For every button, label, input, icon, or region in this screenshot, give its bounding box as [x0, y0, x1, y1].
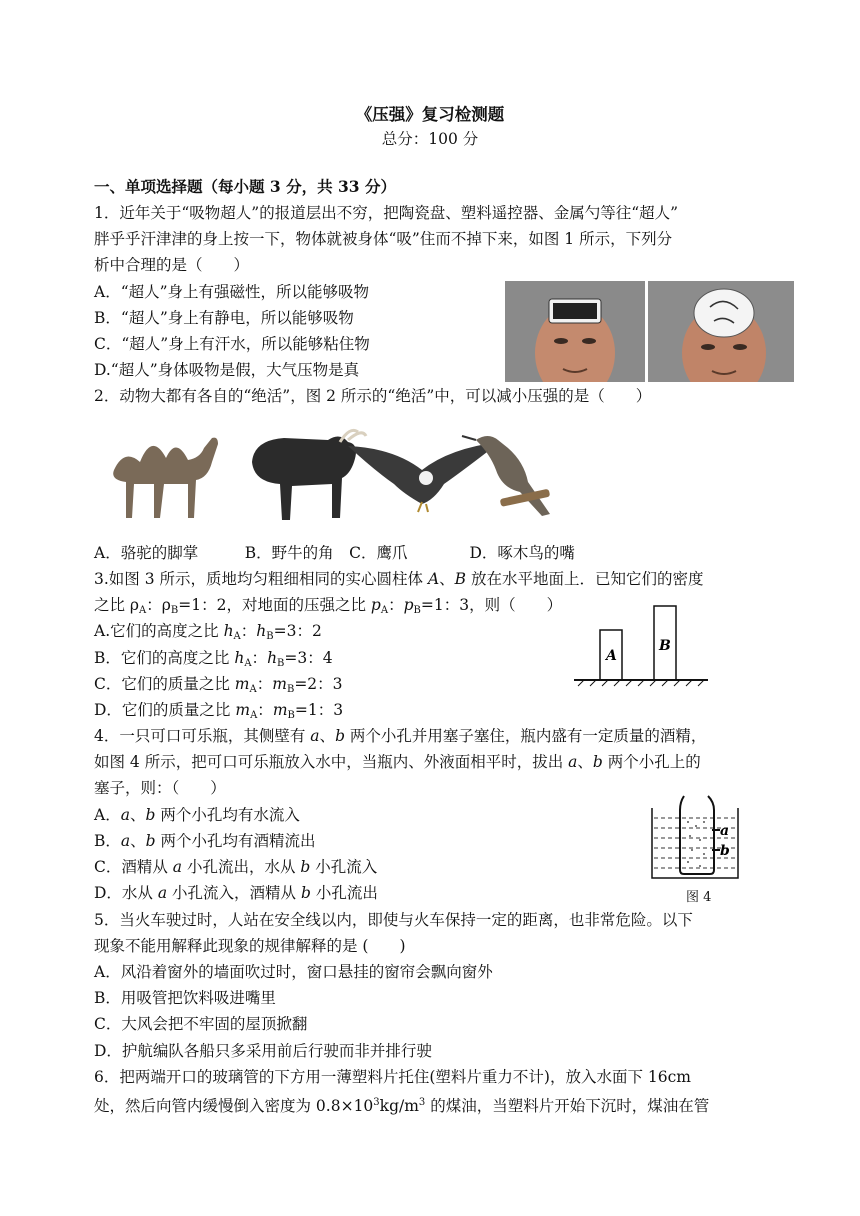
camel-image: [113, 438, 218, 518]
q5-option-c: C．大风会把不牢固的屋顶掀翻: [94, 1015, 308, 1033]
q5-option-d: D．护航编队各船只多采用前后行驶而非并排行驶: [94, 1042, 432, 1060]
bull-image: [252, 430, 366, 520]
q5-line2: 现象不能用解释此现象的规律解释的是 ( ): [94, 937, 406, 955]
q4-line2: 如图 4 所示，把可口可乐瓶放入水中，当瓶内、外液面相平时，拔出 a、b 两个小孔上的: [94, 753, 701, 771]
q1-line1: 1．近年关于“吸物超人”的报道层出不穷，把陶瓷盘、塑料遥控器、金属勺等往“超人”: [94, 204, 679, 222]
q2-line1: 2．动物大都有各自的“绝活”，图 2 所示的“绝活”中，可以减小压强的是（ ）: [94, 387, 652, 405]
q4-option-c: C．酒精从 a 小孔流出，水从 b 小孔流入: [94, 858, 378, 876]
q3-option-a: A.它们的高度之比 $h_A$：$h_B=3$：2: [94, 622, 322, 642]
q4-line3: 塞子，则：（ ）: [94, 779, 226, 797]
label-a: A: [606, 648, 617, 664]
label-b: B: [659, 638, 671, 654]
page-title: 《压强》复习检测题: [355, 105, 505, 124]
q4-line1: 4．一只可口可乐瓶，其侧壁有 a、b 两个小孔并用塞子塞住，瓶内盛有一定质量的酒精，: [94, 727, 707, 745]
q1-option-c: C．“超人”身上有汗水，所以能够粘住物: [94, 335, 370, 353]
hole-a-label: a: [720, 823, 730, 839]
total-score: 总分：100 分: [381, 130, 479, 148]
q3-option-b: B．它们的高度之比 $h_A$：$h_B=3$：4: [94, 649, 333, 669]
eagle-image: [348, 442, 500, 512]
q3-line1: 3.如图 3 所示，质地均匀粗细相同的实心圆柱体 A、B 放在水平地面上．已知它们的密度: [94, 570, 704, 588]
q5-option-a: A．风沿着窗外的墙面吹过时，窗口悬挂的窗帘会飘向窗外: [94, 963, 493, 981]
q1-option-a: A．“超人”身上有强磁性，所以能够吸物: [94, 283, 370, 301]
q5-line1: 5．当火车驶过时，人站在安全线以内，即使与火车保持一定的距离，也非常危险。以下: [94, 911, 693, 929]
figure2-animals: [104, 418, 564, 526]
q3-option-c: C．它们的质量之比 $m_A$：$m_B=2$：3: [94, 675, 343, 695]
q2-options: A．骆驼的脚掌 B．野牛的角 C．鹰爪 D．啄木鸟的嘴: [94, 544, 575, 562]
q1-line3: 析中合理的是（ ）: [94, 256, 250, 274]
figure4-caption: 图 4: [686, 890, 712, 905]
q6-line1: 6．把两端开口的玻璃管的下方用一薄塑料片托住(塑料片重力不计)，放入水面下 16cm: [94, 1068, 691, 1086]
hole-b-label: b: [720, 843, 730, 859]
figure3-cylinders: [574, 600, 708, 690]
q3-line2: 之比 $\rho_A$：$\rho_B=1$：2，对地面的压强之比 $p_A$：$p_B=1$：3，则（ ）: [94, 596, 563, 616]
figure1-photo-remote: [505, 281, 645, 382]
q4-option-d: D．水从 a 小孔流入，酒精从 b 小孔流出: [94, 884, 378, 902]
q6-line2: 处，然后向管内缓慢倒入密度为 $0.8\times 10^3kg/m^3$ 的煤油，当塑料片开始下沉时，煤油在管: [94, 1097, 710, 1115]
figure1-photo-plate: [648, 281, 794, 382]
section-heading: 一、单项选择题（每小题 3 分，共 33 分）: [94, 177, 396, 196]
q4-option-a: A．a、b 两个小孔均有水流入: [94, 806, 300, 824]
q1-option-d: D.“超人”身体吸物是假，大气压物是真: [94, 361, 360, 379]
q1-option-b: B．“超人”身上有静电，所以能够吸物: [94, 309, 354, 327]
q3-option-d: D．它们的质量之比 $m_A$：$m_B=1$：3: [94, 701, 344, 721]
figure4-bottle-in-water: [646, 792, 744, 884]
q5-option-b: B．用吸管把饮料吸进嘴里: [94, 989, 276, 1007]
q1-line2: 胖乎乎汗津津的身上按一下，物体就被身体“吸”住而不掉下来，如图 1 所示，下列分: [94, 230, 673, 248]
q4-option-b: B．a、b 两个小孔均有酒精流出: [94, 832, 316, 850]
